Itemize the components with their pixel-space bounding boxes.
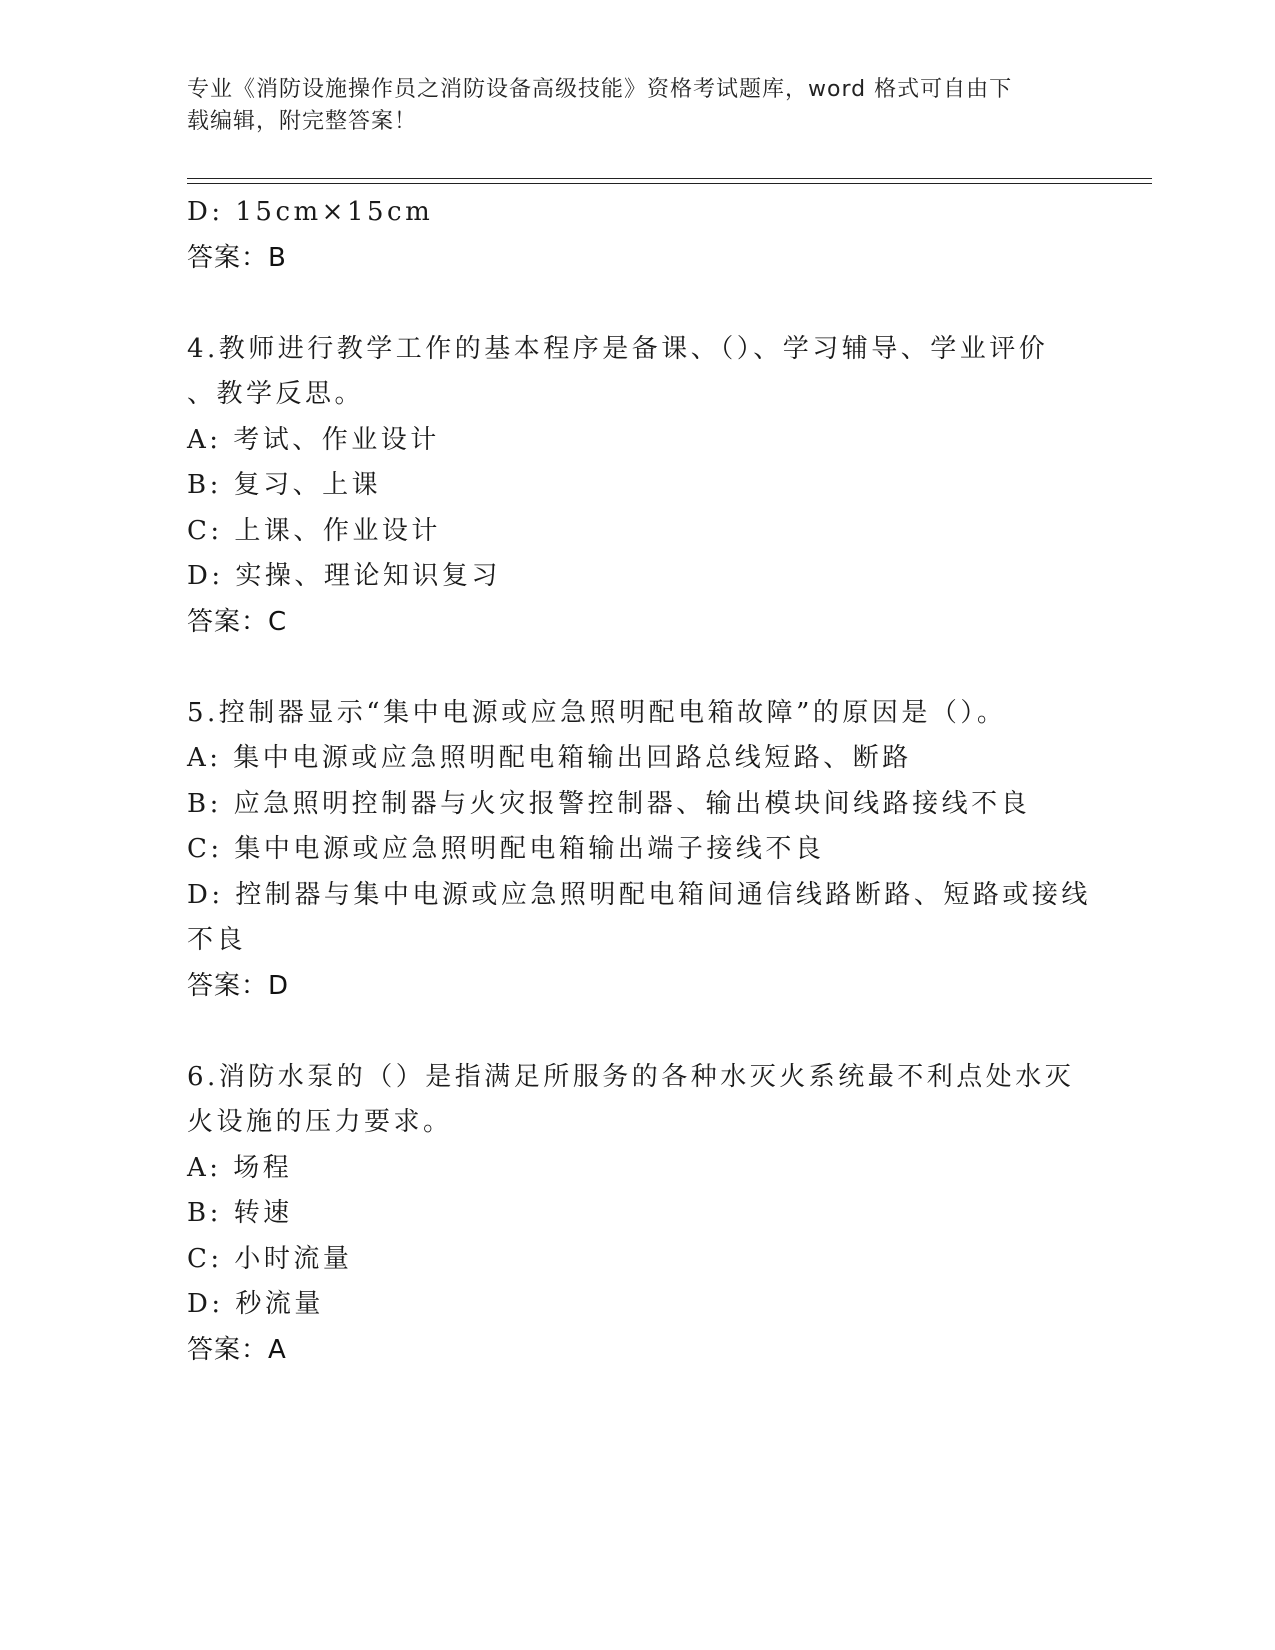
spacer — [187, 645, 1087, 691]
q5-option-d-line-2: 不良 — [187, 925, 247, 955]
q3-answer: 答案：B — [187, 242, 287, 273]
q4-option-c: C: 上课、作业设计 — [187, 515, 441, 546]
q4-option-b: B: 复习、上课 — [187, 470, 382, 500]
q4-stem-line-1: 4.教师进行教学工作的基本程序是备课、（）、学习辅导、学业评价 — [187, 333, 1049, 364]
q5-option-c: C: 集中电源或应急照明配电箱输出端子接线不良 — [187, 834, 825, 864]
q5-option-a: A: 集中电源或应急照明配电箱输出回路总线短路、断路 — [187, 743, 912, 773]
q5-option-d-line-1: D: 控制器与集中电源或应急照明配电箱间通信线路断路、短路或接线 — [187, 879, 1091, 910]
page-header — [187, 74, 1067, 138]
q4-stem-line-2: 、教学反思。 — [187, 379, 365, 409]
q6-option-b: B: 转速 — [187, 1198, 293, 1228]
q6-answer: 答案：A — [187, 1334, 287, 1365]
header-rule-bottom — [187, 183, 1152, 184]
q3-option-d: D: 15cm×15cm — [187, 197, 434, 227]
q5-stem: 5.控制器显示“集中电源或应急照明配电箱故障”的原因是（）。 — [187, 697, 1007, 728]
q4-option-d: D: 实操、理论知识复习 — [187, 561, 501, 591]
spacer — [187, 281, 1087, 327]
question-content — [187, 190, 1091, 1373]
q4-answer: 答案：C — [187, 606, 288, 637]
q6-stem-line-1: 6.消防水泵的（）是指满足所服务的各种水灭火系统最不利点处水灭 — [187, 1061, 1075, 1092]
header-line-1: 专业《消防设施操作员之消防设备高级技能》资格考试题库，word 格式可自由下 — [187, 77, 1013, 102]
spacer — [187, 1009, 1087, 1055]
q6-option-d: D: 秒流量 — [187, 1289, 324, 1319]
q6-option-a: A: 场程 — [187, 1152, 293, 1183]
header-rule-top — [187, 178, 1152, 179]
q6-stem-line-2: 火设施的压力要求。 — [187, 1107, 453, 1137]
q5-answer: 答案：D — [187, 970, 290, 1001]
q4-option-a: A: 考试、作业设计 — [187, 424, 440, 455]
q5-option-b: B: 应急照明控制器与火灾报警控制器、输出模块间线路接线不良 — [187, 788, 1031, 819]
q6-option-c: C: 小时流量 — [187, 1243, 353, 1274]
header-line-2: 载编辑，附完整答案！ — [187, 109, 418, 134]
